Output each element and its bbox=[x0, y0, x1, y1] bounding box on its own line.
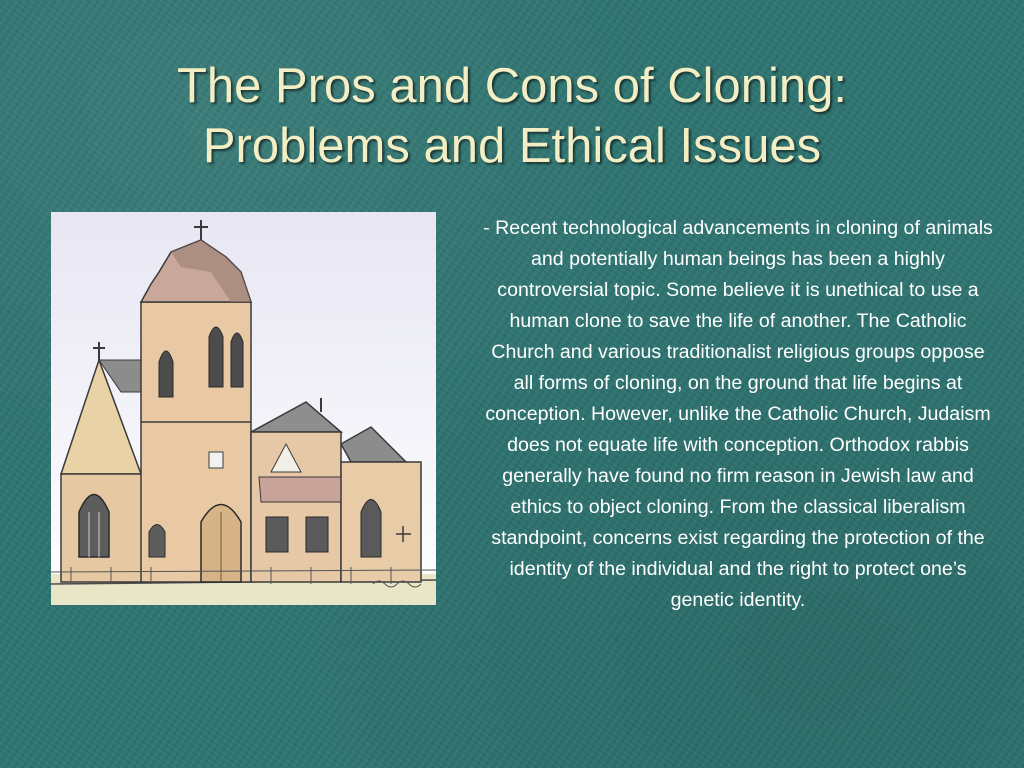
church-illustration bbox=[51, 212, 436, 605]
church-sketch-image bbox=[51, 212, 436, 605]
slide-body-text: - Recent technological advancements in cloning of animals and potentially human beings has been a highly controversial topic. Some believe it is unethical to use a human clone to save the life of another. The Catholic Church and various traditionalist religious groups oppose all forms of cloning, on the ground that life begins at conception. However, unlike the Catholic Church, Judaism does not equate life with conception. Orthodox rabbis generally have found no firm reason in Jewish law and ethics to object cloning. From the classical liberalism standpoint, concerns exist regarding the protection of the identity of the individual and the right to protect one’s genetic identity. bbox=[483, 217, 993, 611]
slide-title-line-1: The Pros and Cons of Cloning: bbox=[176, 59, 848, 113]
slide-title-line-2: Problems and Ethical Issues bbox=[202, 119, 822, 173]
slide-title bbox=[40, 56, 984, 176]
